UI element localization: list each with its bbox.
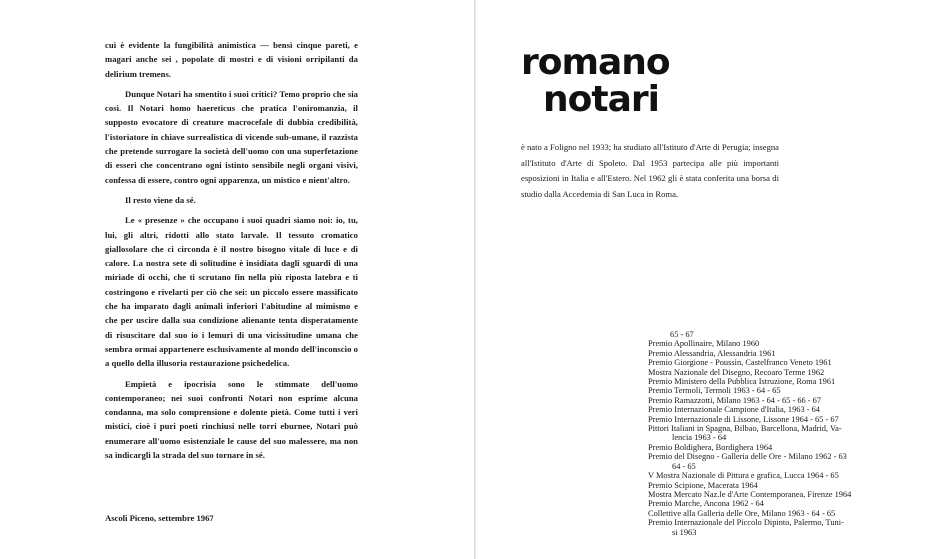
award-item [648, 377, 880, 386]
artist-last-name: notari [543, 79, 659, 120]
essay-text [105, 38, 358, 468]
award-text: Collettive alla Galleria delle Ore, Milano 1963 - 64 - 65 [648, 508, 836, 518]
award-item [648, 509, 880, 518]
award-item [648, 415, 880, 424]
award-text: Premio Ministero della Pubblica Istruzione, Roma 1961 [648, 377, 836, 387]
essay-paragraph-1: cui è evidente la fungibilità animistica — bensì cinque pareti, e magari anche sei , popolate di mostri e di visioni orripilanti da delirium tremens. [105, 40, 358, 79]
award-item [648, 481, 880, 490]
essay-paragraph-5: Empietà e ipocrisia sono le stimmate dell'uomo contemporaneo; nei suoi confronti Notari non esprime alcuna condanna, ma solo comprensione e dolente pietà. Come tutti i veri mistici, cioè i puri poeti rinchiusi nelle torri eburnee, Notari può enumerare all'uomo esistenziale le cause del suo malessere, ma non sa indicargli la strada del suo tornare in sé. [105, 378, 358, 461]
award-item [648, 368, 880, 377]
award-text: Premio Ramazzotti, Milano 1963 - 64 - 65 - 66 - 67 [648, 395, 822, 405]
award-text: 65 - 67 [670, 330, 694, 339]
essay-paragraph-3: Il resto viene da sé. [125, 194, 196, 205]
award-item [648, 358, 880, 367]
award-text: Mostra Nazionale del Disegno, Recoaro Terme 1962 [648, 367, 825, 377]
award-text: Premio Boldighera, Bordighera 1964 [648, 442, 773, 452]
artist-first-name: romano [521, 42, 670, 83]
award-item [648, 396, 880, 405]
award-item [648, 386, 880, 395]
award-item [648, 452, 880, 471]
award-text: Premio Internazionale Campione d'Italia, 1963 - 64 [648, 405, 820, 415]
award-text: Premio Apollinaire, Milano 1960 [648, 339, 760, 349]
award-text: V Mostra Nazionale di Pittura e grafica, Lucca 1964 - 65 [648, 471, 839, 481]
award-item [648, 499, 880, 508]
award-item [648, 518, 880, 537]
place-date-signature: Ascoli Piceno, settembre 1967 [105, 513, 214, 523]
award-text: Premio Termoli, Termoli 1963 - 64 - 65 [648, 386, 781, 396]
award-continuation: 64 - 65 [672, 461, 696, 471]
essay-paragraph-4: Le « presenze » che occupano i suoi quadri siamo noi: io, tu, lui, gli altri, ridotti allo stato larvale. Il tessuto cromatico giallosolare che ci circonda è il nostro bisogno vitale di luce e di calore. La nostra sete di solitudine è insidiata dagli sguardi di una miriade di occhi, che ti scrutano fin nella più riposta latebra e ti costringono e rivelarti per ciò che sei: un piccolo essere massificato che ha imparato dagli animali inferiori l'abitudine al mimismo e che per uscire dalla sua condizione alienante tenta disperatamente di risuscitare dal suo io i lemuri di una vicissitudine umana che sembra ormai appartenere esclusivamente al mondo dell'inconscio o a quello della illusoria restaurazione psichedelica. [105, 215, 359, 369]
award-text: Premio Alessandria, Alessandria 1961 [648, 348, 776, 358]
left-page [0, 0, 474, 559]
award-text: Premio Scipione, Macerata 1964 [648, 480, 758, 490]
award-item [648, 339, 880, 348]
award-text: Premio Giorgione - Poussin, Castelfranco Veneto 1961 [648, 358, 832, 368]
award-text: Premio Internazionale di Lissone, Lissone 1964 - 65 - 67 [648, 414, 839, 424]
award-text: Premio Internazionale del Piccolo Dipinto, Palermo, Tuni- [648, 518, 844, 528]
award-item [648, 443, 880, 452]
award-item [648, 330, 880, 339]
award-text: Premio Marche, Ancona 1962 - 64 [648, 499, 764, 509]
award-item [648, 424, 880, 443]
artist-biography: è nato a Foligno nel 1933; ha studiato all'Istituto d'Arte di Perugia; insegna all'Istituto d'Arte di Spoleto. Dal 1953 partecipa alle più importanti esposizioni in Italia e all'Estero. Nel 1962 gli è stata conferita una borsa di studio dalla Accedemia di San Luca in Roma. [521, 142, 779, 199]
awards-list [648, 330, 880, 537]
award-text: Pittori Italiani in Spagna, Bilbao, Barcellona, Madrid, Va- [648, 424, 842, 434]
award-item [648, 471, 880, 480]
artist-name-heading [521, 44, 670, 118]
award-continuation: si 1963 [672, 527, 697, 537]
award-continuation: lencia 1963 - 64 [672, 433, 727, 443]
award-text: Mostra Mercato Naz.le d'Arte Contemporanea, Firenze 1964 [648, 489, 852, 499]
essay-paragraph-2: Dunque Notari ha smentito i suoi critici? Temo proprio che sia così. Il Notari homo haereticus che pratica l'oniromanzia, il supposto evocatore di creature macrocefale di dubbia credibilità, l'istoriatore in chiave surrealistica di vicende sub-umane, il razzista che pretende surrogare la società dell'uomo con una superfetazione di esseri che concentrano ogni istinto sensibile negli organi visivi, confessa di essere, contro ogni apparenza, un mistico e nient'altro. [105, 88, 358, 185]
award-text: Premio del Disegno - Galleria delle Ore - Milano 1962 - 63 [648, 452, 847, 462]
award-item [648, 349, 880, 358]
award-item [648, 405, 880, 414]
award-item [648, 490, 880, 499]
